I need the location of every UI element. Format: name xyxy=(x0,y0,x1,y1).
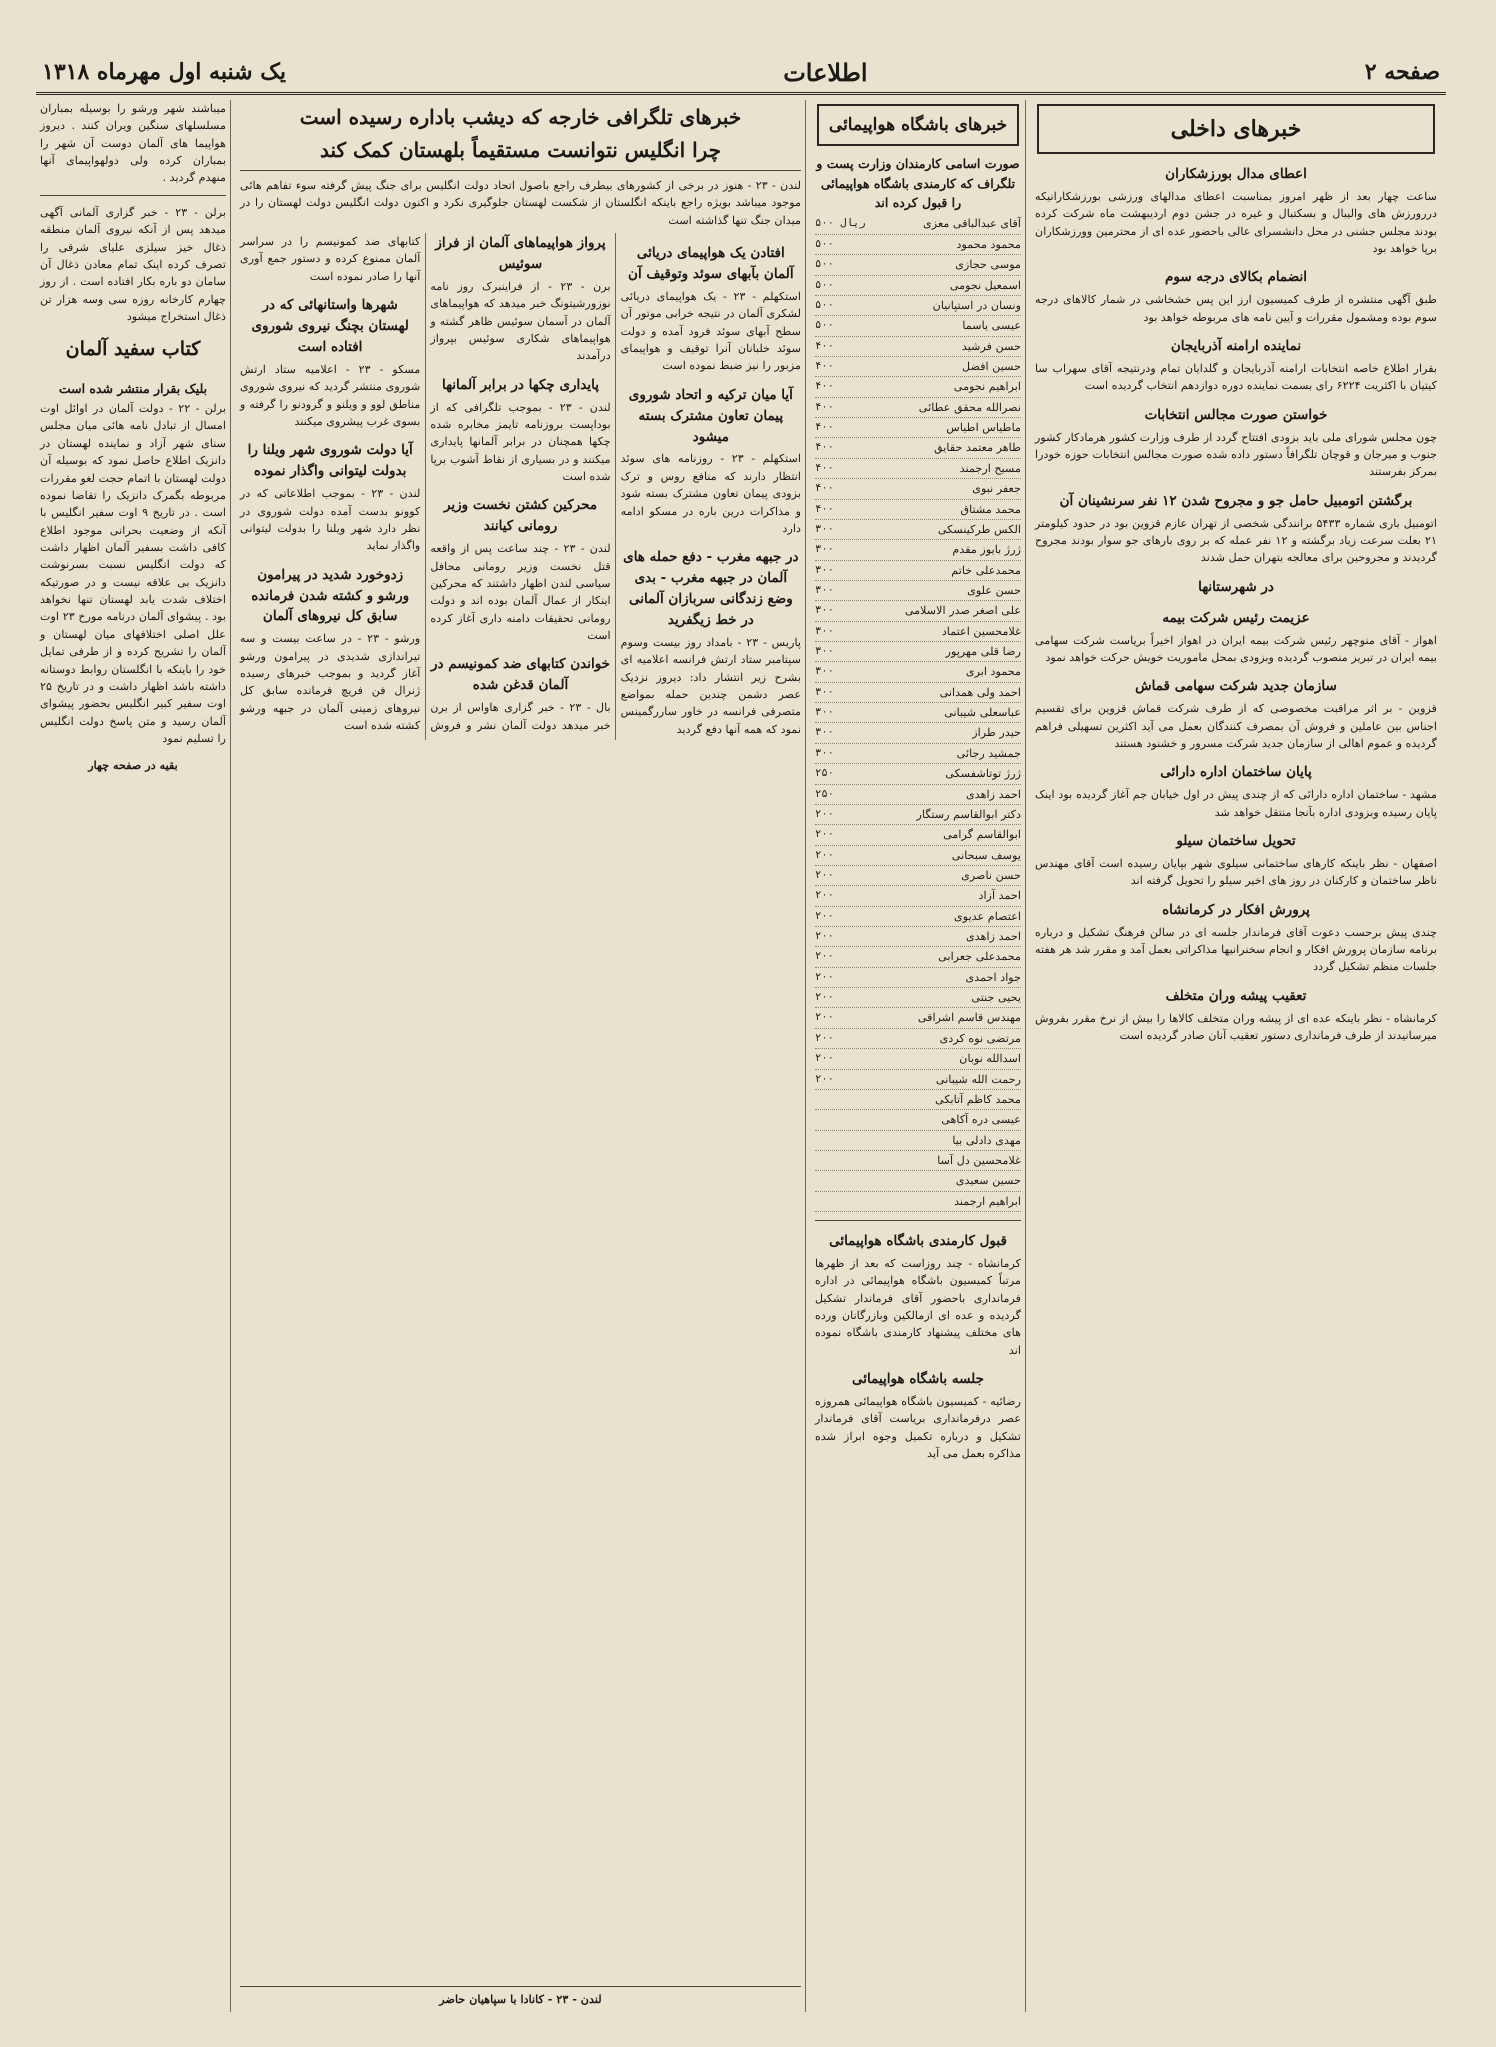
article-headline: در جبهه مغرب - دفع حمله های آلمان در جبهه مغرب - بدی وضع زندگانی سربازان آلمانی در خط زیگفرید xyxy=(623,549,799,629)
article-headline: سازمان جدید شرکت سهامی قماش xyxy=(1135,678,1337,695)
member-amount: ۵۰۰ xyxy=(815,319,834,332)
article-headline: پرورش افکار در کرمانشاه xyxy=(1162,901,1310,918)
member-row xyxy=(815,947,1021,967)
member-amount: ۳۰۰ xyxy=(815,563,834,576)
member-name: یحیی جنتی xyxy=(971,991,1021,1005)
member-amount: ۵۰۰ xyxy=(815,258,834,271)
member-amount: ۴۰۰ xyxy=(815,441,834,454)
local-article xyxy=(1035,900,1437,976)
member-amount: ۳۰۰ xyxy=(815,706,834,719)
local-article xyxy=(1035,986,1437,1045)
member-amount: ۳۰۰ xyxy=(815,624,834,637)
member-amount: ۵۰۰ xyxy=(815,237,834,250)
article-body: استکهلم - ۲۳ - روزنامه های سوئد انتظار دارند که منافع روس و ترک بزودی پیمان تعاون مشترک بسته شود و مذاکرات درین باره در مسکو ادامه دارد xyxy=(620,452,801,535)
foreign-articles xyxy=(240,233,801,740)
article-headline: خواندن کتابهای ضد کمونیسم در آلمان قدغن شده xyxy=(430,656,611,694)
article-body: بال - ۲۳ - خبر گزاری هاواس از برن خبر میدهد دولت آلمان نشر و فروش کتابهای ضد کمونیسم را در سراسر آلمان ممنوع کرده و دستور جمع آوری آنها را صادر نموده است xyxy=(240,235,611,732)
member-amount: ۲۰۰ xyxy=(815,1011,834,1024)
article-body: اتومبیل باری شماره ۵۴۳۳ برانندگی شخصی از تهران عازم قزوین بود در حدود کیلومتر ۲۱ بعلت سرعت زیاد برگشته و ۱۲ نفر عمله که بر روی بارهای جو سوار بودند مجروح گردیدند و مجروحین برای معالجه بتهران حمل شدند xyxy=(1035,516,1438,565)
member-amount: ۲۰۰ xyxy=(815,1031,834,1044)
aviation-sub-body: رضائیه - کمیسیون باشگاه هواپیمائی همروزه عصر درفرمانداری بریاست آقای فرماندار تشکیل و درباره تکمیل وجوه ابراز شده مذاکره بعمل می آید xyxy=(815,1395,1021,1461)
member-row xyxy=(815,540,1021,560)
article-headline: افتادن یک هواپیمای دریائی آلمان بآبهای سوئد وتوقیف آن xyxy=(628,245,794,282)
article-headline: انضمام بکالای درجه سوم xyxy=(1165,269,1307,286)
article-headline: محرکین کشتن نخست وزیر رومانی کیانند xyxy=(443,497,598,535)
member-name: جمشید رجائی xyxy=(956,746,1021,760)
local-article xyxy=(1035,405,1437,481)
top-body: میباشند شهر ورشو را بوسیله بمباران مسلسلهای سنگین ویران کنند . دیروز هواپیما های آلمان دوست آن شهر را بمباران کرده ولی دولهواپیمای آنها منهدم گردید . xyxy=(40,102,226,185)
member-row xyxy=(815,296,1021,316)
article-headline: تحویل ساختمان سیلو xyxy=(1176,832,1296,849)
member-name: الکس طرکینسکی xyxy=(937,522,1021,536)
member-name: عباسعلی شیبانی xyxy=(944,706,1021,720)
member-row xyxy=(815,927,1021,947)
member-name: احمد زاهدی xyxy=(966,787,1021,801)
member-row xyxy=(815,866,1021,886)
short-news: برلن - ۲۳ - خبر گزاری آلمانی آگهی میدهد پس از آنکه نیروی آلمان منطقه ذغال خیز سیلزی علیای شرقی را تصرف کرده اینک تمام معادن ذغال آن سامان دو باره بکار افتاده است . از روز چهارم کارخانه روزه سی وسه هزار تن ذغال استخراج میشود xyxy=(40,205,226,323)
column-local xyxy=(1031,100,1441,2012)
member-amount: ۳۰۰ xyxy=(815,726,834,739)
member-row xyxy=(815,581,1021,601)
foreign-article xyxy=(621,547,801,738)
issue-date: یک شنبه اول مهرماه ۱۳۱۸ xyxy=(42,59,287,85)
local-article xyxy=(1035,267,1437,326)
member-amount: ۲۰۰ xyxy=(815,848,834,861)
member-row xyxy=(815,1090,1021,1110)
member-row xyxy=(815,846,1021,866)
aviation-sub-body: کرمانشاه - چند روزاست که بعد از ظهرها مرتباً کمیسیون باشگاه هواپیمائی در اداره فرمانداری باحضور آقای فرماندار تشکیل گردیده و عده ای ازمالکین وبازرگانان ورده های مختلف پیشنهاد کارمندی باشگاه نموده اند xyxy=(815,1257,1021,1357)
column-foreign-a xyxy=(236,100,806,2012)
member-name: عیسی یاسما xyxy=(962,319,1021,333)
member-name: عیسی دره آکاهی xyxy=(941,1113,1021,1127)
member-amount: ۴۰۰ xyxy=(815,421,834,434)
member-amount: ۲۰۰ xyxy=(815,909,834,922)
member-amount: ۲۰۰ xyxy=(815,807,834,820)
member-name: مهدی دادلی بیا xyxy=(952,1133,1021,1147)
bottom-ticker: لندن - ۲۳ - کانادا با سپاهیان حاضر xyxy=(240,1986,801,2008)
member-name: حیدر طراز xyxy=(972,726,1021,740)
member-row xyxy=(815,561,1021,581)
member-row xyxy=(815,255,1021,275)
foreign-banner-2: چرا انگلیس نتوانست مستقیماً بلهستان کمک کند xyxy=(240,137,801,171)
columns xyxy=(36,100,1446,2012)
member-row xyxy=(815,1151,1021,1171)
member-amount: ۲۰۰ xyxy=(815,930,834,943)
member-name: طاهر معتمد حقایق xyxy=(933,441,1021,455)
member-row xyxy=(815,398,1021,418)
member-name: محمد مشتاق xyxy=(960,502,1021,516)
member-amount: ۲۰۰ xyxy=(815,970,834,983)
member-name: محمود ابری xyxy=(965,665,1021,679)
article-headline: خواستن صورت مجالس انتخابات xyxy=(1144,406,1328,423)
member-name: حسن فرشید xyxy=(961,339,1021,353)
foreign-article xyxy=(240,565,420,735)
member-name: اعتصام عدیوی xyxy=(954,909,1021,923)
member-row xyxy=(815,907,1021,927)
foreign-article xyxy=(430,233,610,365)
local-articles xyxy=(1035,164,1437,1044)
local-article xyxy=(1035,336,1437,395)
article-headline: تعقیب پیشه وران متخلف xyxy=(1165,987,1307,1004)
member-amount: ۴۰۰ xyxy=(815,502,834,515)
member-name: حسین افضل xyxy=(962,359,1021,373)
member-row xyxy=(815,805,1021,825)
member-name: محمدعلی خاتم xyxy=(951,563,1021,577)
member-row xyxy=(815,683,1021,703)
members-list xyxy=(815,214,1021,1212)
member-row xyxy=(815,601,1021,621)
article-body: ساعت چهار بعد از ظهر امروز بمناسبت اعطای مدالهای ورزشی بورزشکارانیکه دررورزش های والیبال و بسکتبال و غیره در جشن دوم اردیبهشت ماه شرکت کرده بودند مجلس جشنی در محل دانشسرای عالی باحضور عده ای از محترمین وورزشکاران برپا خواهد بود xyxy=(1035,190,1437,256)
member-row xyxy=(815,968,1021,988)
member-name: جواد احمدی xyxy=(965,970,1021,984)
local-article xyxy=(1035,676,1437,752)
masthead xyxy=(36,52,1446,95)
member-name: دکتر ابوالقاسم رستگار xyxy=(916,807,1021,821)
member-name: حسن ناصری xyxy=(961,868,1021,882)
member-row xyxy=(815,316,1021,336)
member-name: مرتضی نوه کردی xyxy=(939,1031,1021,1045)
member-amount: ۲۰۰ xyxy=(815,1052,834,1065)
member-amount: ۴۰۰ xyxy=(815,359,834,372)
member-row xyxy=(815,886,1021,906)
member-amount: ۳۰۰ xyxy=(815,604,834,617)
member-amount: ۲۰۰ xyxy=(815,1072,834,1085)
member-name: ابوالقاسم گرامی xyxy=(943,828,1021,842)
member-name: ابراهیم نجومی xyxy=(953,380,1021,394)
book-body: برلن - ۲۲ - دولت آلمان در اوائل اوت امسال از تبادل نامه هائی میان مجلس سنای شهر آزاد و نماینده لهستان در دانزیک اطلاع حاصل نمود که بوسیله آن دولت لهستان با اتمام حجت لغو مقررات مربوطه بگمرک دانزیک را تقاضا نموده است . در تاریخ ۹ اوت سفیر انگلیس با آنکه از وضعیت بحرانی موجود اطلاع کافی داشت بسفیر آلمان اظهار داشت که دولت انگلیس نسبت بسرنوشت دانزیک بی علاقه نیست و در صورتیکه اختلاف شدت یابد لهستان تنها نخواهد بود . پیشوای آلمان درنامه مورخ ۲۳ اوت علل اصلی اختلافهای میان لهستان و آلمان را تشریح کرده و از طرفی تمایل خود را باینکه با انگلستان روابط دوستانه داشته باشد اظهار داشت و در تاریخ ۲۵ اوت سفیر کبیر انگلیس بحضور پیشوای آلمان رسید و متن پاسخ دولت انگلیس را تسلیم نمود xyxy=(40,402,227,745)
article-headline: آیا میان ترکیه و اتحاد شوروی پیمان تعاون مشترک بسته میشود xyxy=(628,386,793,445)
member-amount: ۲۵۰ xyxy=(815,787,834,800)
article-body: چندی پیش برحسب دعوت آقای فرماندار جلسه ای در سالن فرهنگ تشکیل و درباره برنامه سازمان پرورش افکار و انجام سخنرانیها مذاکراتی بعمل آمد و مقرر شد هر هفته جلسات منظم تشکیل گردد xyxy=(1035,925,1437,974)
article-headline: در شهرستانها xyxy=(1198,578,1274,595)
continued-note: بقیه در صفحه چهار xyxy=(88,758,178,773)
member-row xyxy=(815,500,1021,520)
member-row xyxy=(815,785,1021,805)
article-headline: شهرها واستانهائی که در لهستان بچنگ نیروی شوروی افتاده است xyxy=(251,297,409,355)
member-row xyxy=(815,479,1021,499)
article-body: اهواز - آقای منوچهر رئیس شرکت بیمه ایران در اهواز اخیراً بریاست شرکت سهامی بیمه ایران در تبریز منصوب گردیده وبزودی بمحل ماموریت خویش حرکت خواهد نمود xyxy=(1035,633,1437,664)
member-name: نصرالله محقق عطائی xyxy=(918,400,1021,414)
foreign-banner-1: خبرهای تلگرافی خارجه که دیشب باداره رسیده است xyxy=(299,105,742,129)
local-article xyxy=(1035,831,1437,890)
article-body: ورشو - ۲۳ - در ساعت بیست و سه تیراندازی شدیدی در پیرامون ورشو آغاز گردید و بموجب خبرهای رسیده ژنرال فن فریچ فرمانده سابق کل نیروهای زمینی آلمان در جبهه ورشو کشته شده است xyxy=(240,632,421,733)
member-amount: ۴۰۰ xyxy=(815,461,834,474)
member-row xyxy=(815,235,1021,255)
member-row xyxy=(815,825,1021,845)
member-name: ماطیاس اطیاس xyxy=(946,421,1021,435)
member-amount: ۴۰۰ xyxy=(815,400,834,413)
member-row xyxy=(815,1192,1021,1212)
member-row xyxy=(815,214,1021,234)
member-amount: ۳۰۰ xyxy=(815,583,834,596)
foreign-article xyxy=(240,295,420,430)
divider xyxy=(40,195,226,196)
article-body: لندن - ۲۳ - بموجب تلگرافی که از بوداپست بروزنامه تایمز مخابره شده چکها همچنان در برابر آلمانها پایداری میکنند و در بسیاری از نقاط آشوب برپا شده است xyxy=(430,400,611,484)
member-name: رحمت الله شیبانی xyxy=(935,1072,1021,1086)
member-row xyxy=(815,1131,1021,1151)
member-row xyxy=(815,418,1021,438)
member-name: ژرژ بایوز مقدم xyxy=(952,543,1021,557)
member-name: رضا قلی مهرپور xyxy=(945,645,1021,659)
member-name: احمد ولی همدانی xyxy=(939,685,1021,699)
column-aviation xyxy=(811,100,1026,2012)
member-row xyxy=(815,764,1021,784)
member-name: ژرژ توتاشفسکی xyxy=(945,767,1021,781)
member-name: آقای عبدالباقی معزی xyxy=(923,217,1021,231)
paper-name: اطلاعات xyxy=(783,57,868,87)
member-amount: ۳۰۰ xyxy=(815,685,834,698)
member-amount: ۲۰۰ xyxy=(815,889,834,902)
foreign-article xyxy=(430,375,610,486)
page-number: صفحه ۲ xyxy=(1364,59,1440,85)
article-headline: اعطای مدال بورزشکاران xyxy=(1165,166,1307,183)
newspaper-page xyxy=(36,52,1446,2012)
member-row xyxy=(815,1008,1021,1028)
article-headline: نماینده ارامنه آذربایجان xyxy=(1170,338,1302,355)
member-name: مسیح ارجمند xyxy=(959,461,1021,475)
member-row xyxy=(815,1029,1021,1049)
article-headline: پرواز هواپیماهای آلمان از فراز سوئیس xyxy=(435,235,606,272)
aviation-sub-headline: قبول کارمندی باشگاه هواپیمائی xyxy=(829,1233,1007,1250)
foreign-article xyxy=(240,440,420,554)
member-amount: ۲۰۰ xyxy=(815,868,834,881)
aviation-title: خبرهای باشگاه هواپیمائی xyxy=(817,104,1019,146)
member-name: غلامحسین اعتماد xyxy=(941,624,1021,638)
article-body: لندن - ۲۳ - چند ساعت پس از واقعه قتل نخست وزیر رومانی محافل سیاسی لندن اظهار داشتند که محرکین اینکار از عمال آلمان بوده اند و دولت رومانی تحقیقات دامنه داری آغاز کرده است xyxy=(430,542,611,643)
member-amount: ۳۰۰ xyxy=(815,746,834,759)
member-amount: ۳۰۰ xyxy=(815,543,834,556)
book-subtitle: بلیک بقرار منتشر شده است xyxy=(58,380,208,396)
article-body: استکهلم - ۲۳ - یک هواپیمای دریائی لشکری آلمان در نتیجه خرابی موتور آن سطح آبهای سوئد فرود آمده و دولت سوئد خلبانان آنرا توقیف و هواپیمای مزبور را نیز ضبط نموده است xyxy=(620,289,801,373)
member-name: ابراهیم ارجمند xyxy=(954,1194,1021,1208)
member-row xyxy=(815,744,1021,764)
member-amount: ۳۰۰ xyxy=(815,522,834,535)
member-name: ونسان در استپانیان xyxy=(932,298,1021,312)
article-body: چون مجلس شورای ملی باید بزودی افتتاح گردد از طرف وزارت کشور هرمادکار کشور جنوب و میرجان و قوچان تلگرافاً دستور داده شده صورت مجالس انتخابات حوزه خودرا بمرکز بفرستند xyxy=(1035,430,1437,479)
member-row xyxy=(815,276,1021,296)
member-row xyxy=(815,357,1021,377)
article-body: مسکو - ۲۳ - اعلامیه ستاد ارتش شوروی منتشر گردید که نیروی شوروی مناطق لوو و ویلنو و گرودنو را گرفته و بسوی غرب پیشروی میکنند xyxy=(240,362,421,428)
member-name: محمد کاظم آتابکی xyxy=(935,1092,1021,1106)
member-amount: ۳۰۰ xyxy=(815,665,834,678)
member-row xyxy=(815,1070,1021,1090)
member-row xyxy=(815,723,1021,743)
foreign-article xyxy=(621,243,801,375)
local-title: خبرهای داخلی xyxy=(1037,104,1435,154)
member-amount: ۲۵۰ xyxy=(815,767,834,780)
foreign-article xyxy=(430,495,610,644)
article-headline: پایداری چکها در برابر آلمانها xyxy=(441,376,600,393)
member-row xyxy=(815,337,1021,357)
member-name: اسمعیل نجومی xyxy=(949,278,1021,292)
member-amount: ۲۰۰ xyxy=(815,991,834,1004)
member-name: موسی حجازی xyxy=(955,258,1021,272)
aviation-list-heading: صورت اسامی کارمندان وزارت پست و تلگراف که کارمندی باشگاه هواپیمائی را قبول کرده اند xyxy=(816,156,1020,211)
aviation-sub-headline: جلسه باشگاه هواپیمائی xyxy=(852,1371,984,1388)
article-headline: برگشتن اتومبیل حامل جو و مجروح شدن ۱۲ نفر سرنشینان آن xyxy=(1059,492,1413,509)
article-body: لندن - ۲۳ - بموجب اطلاعاتی که در کوونو بدست آمده دولت شوروی در نظر دارد شهر ویلنا را بدولت لیتوانی واگذار نماید xyxy=(240,487,421,553)
member-row xyxy=(815,377,1021,397)
article-headline: عزیمت رئیس شرکت بیمه xyxy=(1162,609,1310,626)
member-name: محمدعلی جعرابی xyxy=(938,950,1021,964)
member-name: غلامحسین دل آسا xyxy=(937,1154,1021,1167)
local-article xyxy=(1035,577,1437,598)
member-name: اسدالله نوبان xyxy=(959,1052,1021,1066)
article-body: قزوین - بر اثر مراقبت مخصوصی که از طرف شرکت قماش قزوین برای تقسیم اجناس بین عاملین و فروش آن بمصرف کنندگان بعمل می آید اکثرین تسهیلی فراهم گردیده و عموم اهالی از سازمان جدید شرکت مسرور و خشنود هستند xyxy=(1035,702,1437,750)
article-body: طبق آگهی منتشره از طرف کمیسیون ارز این پس خشخاشی در شمار کالاهای درجه سوم بوده ومشمول مقررات و آیین نامه های مربوطه خواهد بود xyxy=(1035,293,1437,324)
local-article xyxy=(1035,762,1437,821)
article-body: برن - ۲۳ - از فراینبرک روز نامه نوزورشیتونگ خبر میدهد که هواپیماهای آلمان در آسمان سوئیس ظاهر گشته و هواپیماهای شکاری سوئیس بپرواز درآمدند xyxy=(430,279,611,363)
member-row xyxy=(815,1171,1021,1191)
member-row xyxy=(815,459,1021,479)
member-row xyxy=(815,1049,1021,1069)
member-row xyxy=(815,438,1021,458)
member-name: حسین سعیدی xyxy=(955,1174,1021,1188)
member-row xyxy=(815,703,1021,723)
member-amount: ۵۰۰ xyxy=(815,298,834,311)
member-name: جعفر نبوی xyxy=(972,482,1021,496)
member-amount: ۵۰۰ xyxy=(815,278,834,291)
local-article xyxy=(1035,608,1437,667)
article-body: اصفهان - نظر باینکه کارهای ساختمانی سیلوی شهر بپایان رسیده است آقای مهندس ناظر ساختمان و کارکنان در روز های اخیر سیلو را تحویل گرفته اند xyxy=(1035,856,1437,888)
member-row xyxy=(815,988,1021,1008)
member-row xyxy=(815,520,1021,540)
divider xyxy=(815,1220,1021,1221)
member-amount: ۳۰۰ xyxy=(815,645,834,658)
member-amount: ۲۰۰ xyxy=(815,828,834,841)
member-name: محمود محمود xyxy=(956,237,1021,251)
foreign-lead: لندن - ۲۳ - هنوز در برخی از کشورهای بیطرف راجع باصول اتحاد دولت انگلیس برای جنگ پیش گرفته سوء تفاهم هائی موجود میباشد بویژه راجع باینکه انگلستان از شکست لهستان جلوگیری نکرد و اکنون دولت انگلیس دولت لهستان را در میدان جنگ تنها گذاشته است xyxy=(240,179,801,227)
member-amount: ۲۰۰ xyxy=(815,950,834,963)
article-headline: زدوخورد شدید در پیرامون ورشو و کشته شدن فرمانده سابق کل نیروهای آلمان xyxy=(251,566,410,625)
member-amount: ۵۰۰ ریال xyxy=(815,217,866,230)
member-name: یوسف سبحانی xyxy=(951,848,1021,862)
book-title: کتاب سفید آلمان xyxy=(65,338,201,361)
member-name: علی اصغر صدر الاسلامی xyxy=(904,604,1021,618)
member-row xyxy=(815,622,1021,642)
member-name: مهندس قاسم اشراقی xyxy=(917,1011,1021,1025)
column-book xyxy=(36,100,231,2012)
member-name: احمد آزاد xyxy=(978,889,1021,903)
member-row xyxy=(815,642,1021,662)
member-row xyxy=(815,1110,1021,1130)
foreign-article xyxy=(621,385,801,538)
article-body: بقرار اطلاع خاصه انتخابات ارامنه آذربایجان و گلدایان تمام ودرنتیجه آقای سهراب سا کیتیان با اکثریت ۶۲۲۴ رای بسمت نماینده دوره دوازدهم انتخاب گردیده است xyxy=(1035,362,1437,393)
article-body: پاریس - ۲۳ - بامداد روز بیست وسوم سپتامبر ستاد ارتش فرانسه اعلامیه ای بشرح زیر انتشار داد: دیروز نزدیک عصر دشمن چندین حمله بمواضع متصرفی فرانسه در خاور ساررگمینس نمود که همه آنها دفع گردید xyxy=(620,635,801,736)
article-headline: پایان ساختمان اداره دارائی xyxy=(1160,764,1312,781)
member-name: حسن علوی xyxy=(967,583,1021,597)
member-name: احمد زاهدی xyxy=(966,930,1021,944)
member-row xyxy=(815,662,1021,682)
member-amount: ۴۰۰ xyxy=(815,380,834,393)
article-body: مشهد - ساختمان اداره دارائی که از چندی پیش در اول خیابان جم آغاز گردیده بود اینک پایان رسیده وبزودی اداره بآنجا منتقل خواهد شد xyxy=(1035,788,1437,819)
article-body: کرمانشاه - نظر باینکه عده ای از پیشه وران متخلف کالاها را بیش از نرخ مقرر بفروش میرسانیدند از طرف فرمانداری دستور تعقیب آنان صادر گردیده است xyxy=(1035,1011,1437,1042)
member-amount: ۴۰۰ xyxy=(815,482,834,495)
local-article xyxy=(1035,164,1437,257)
member-amount: ۴۰۰ xyxy=(815,339,834,352)
local-article xyxy=(1035,491,1437,567)
article-headline: آیا دولت شوروی شهر ویلنا را بدولت لیتوانی واگذار نموده xyxy=(247,442,413,480)
